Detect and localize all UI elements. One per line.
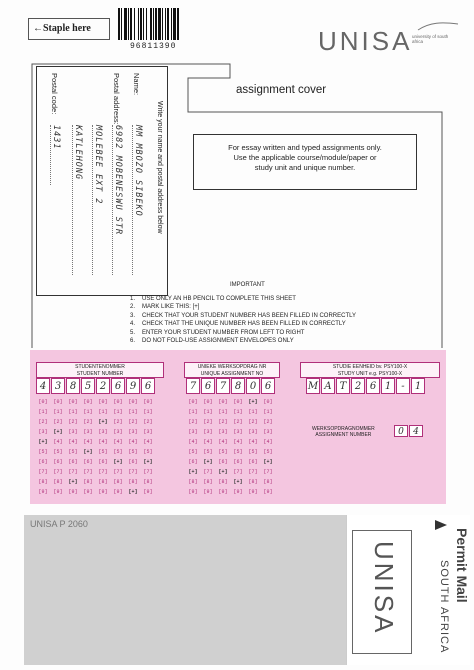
envelope-area (24, 515, 346, 665)
unique-digit-box[interactable]: 6 (201, 378, 215, 394)
assignment-digit-box[interactable]: 4 (409, 425, 423, 437)
essay-note-box (193, 134, 417, 190)
bubble-cell[interactable]: [5] (113, 449, 123, 455)
study-unit-box[interactable]: T (336, 378, 350, 394)
barcode-number: 96811390 (130, 42, 177, 51)
student-digit-box[interactable]: 6 (141, 378, 155, 394)
student-digit-box[interactable]: 2 (96, 378, 110, 394)
bubble-cell[interactable]: [0] (188, 399, 198, 405)
bubble-cell[interactable]: [+] (38, 439, 48, 445)
bubble-cell[interactable]: [8] (143, 479, 153, 485)
postal-line-2[interactable]: MOLEBEE EXT 2 (92, 125, 103, 275)
bubble-column (216, 398, 230, 498)
name-label: Name: (132, 73, 141, 96)
assignment-digit-box[interactable]: 0 (394, 425, 408, 437)
bubble-cell[interactable]: [4] (233, 439, 243, 445)
bubble-cell[interactable]: [3] (143, 429, 153, 435)
bubble-cell[interactable]: [2] (113, 419, 123, 425)
study-unit-box[interactable]: M (306, 378, 320, 394)
bubble-cell[interactable]: [5] (128, 449, 138, 455)
bubble-cell[interactable]: [+] (128, 489, 138, 495)
bubble-cell[interactable]: [8] (38, 479, 48, 485)
bubble-column (111, 398, 125, 498)
unique-digit-box[interactable]: 7 (216, 378, 230, 394)
bubble-cell[interactable]: [2] (53, 419, 63, 425)
unique-assignment-boxes (186, 378, 276, 394)
bubble-cell[interactable]: [0] (38, 399, 48, 405)
bubble-cell[interactable]: [9] (83, 489, 93, 495)
bubble-cell[interactable]: [0] (68, 399, 78, 405)
important-heading: IMPORTANT (230, 282, 265, 288)
bubble-cell[interactable]: [3] (263, 429, 273, 435)
bubble-cell[interactable]: [+] (248, 399, 258, 405)
bubble-cell[interactable]: [2] (263, 419, 273, 425)
bubble-cell[interactable]: [6] (98, 459, 108, 465)
student-number-bubbles (36, 398, 156, 498)
bubble-cell[interactable]: [1] (53, 409, 63, 415)
bubble-cell[interactable]: [8] (188, 479, 198, 485)
instruction-item: 3. CHECK THAT YOUR STUDENT NUMBER HAS BEEN FILLED IN CORRECTLY (130, 312, 357, 319)
bubble-cell[interactable]: [7] (203, 469, 213, 475)
bubble-cell[interactable]: [9] (233, 489, 243, 495)
bubble-cell[interactable]: [2] (128, 419, 138, 425)
unisa-logo: UNISA (318, 26, 413, 56)
unisa-tagline: university of south africa (412, 34, 449, 44)
bubble-cell[interactable]: [9] (263, 489, 273, 495)
bubble-cell[interactable]: [9] (53, 489, 63, 495)
address-box (36, 66, 168, 296)
bubble-cell[interactable]: [6] (38, 459, 48, 465)
bubble-cell[interactable]: [0] (143, 399, 153, 405)
bubble-cell[interactable]: [6] (248, 459, 258, 465)
bubble-column (261, 398, 275, 498)
bubble-cell[interactable]: [5] (203, 449, 213, 455)
bubble-cell[interactable]: [3] (98, 429, 108, 435)
bubble-cell[interactable]: [2] (203, 419, 213, 425)
bubble-cell[interactable]: [8] (98, 479, 108, 485)
bubble-column (126, 398, 140, 498)
bubble-cell[interactable]: [2] (83, 419, 93, 425)
bubble-cell[interactable]: [8] (53, 479, 63, 485)
stamp-brand: UNISA (369, 541, 399, 636)
bubble-cell[interactable]: [1] (248, 409, 258, 415)
bubble-cell[interactable]: [4] (83, 439, 93, 445)
unique-assignment-header: UNIEKE WERKSOPDRAG NR UNIQUE ASSIGNMENT NO (184, 362, 280, 378)
bubble-cell[interactable]: [0] (83, 399, 93, 405)
unique-digit-box[interactable]: 0 (246, 378, 260, 394)
bubble-cell[interactable]: [2] (188, 419, 198, 425)
form-code: UNISA P 2060 (30, 519, 88, 529)
bubble-cell[interactable]: [3] (203, 429, 213, 435)
bubble-cell[interactable]: [8] (128, 479, 138, 485)
bubble-cell[interactable]: [6] (188, 459, 198, 465)
instructions-list (130, 295, 356, 345)
bubble-cell[interactable]: [4] (68, 439, 78, 445)
bubble-cell[interactable]: [8] (218, 479, 228, 485)
study-unit-box[interactable]: A (321, 378, 335, 394)
unisa-stamp (352, 530, 412, 654)
study-unit-header: STUDIE EENHEID bv. PSY100-X STUDY UNIT e.g. PSY100-X (300, 362, 440, 378)
bubble-cell[interactable]: [2] (248, 419, 258, 425)
bubble-cell[interactable]: [9] (188, 489, 198, 495)
postal-address-label: Postal address: (112, 73, 121, 125)
bubble-cell[interactable]: [8] (203, 479, 213, 485)
bubble-cell[interactable]: [4] (53, 439, 63, 445)
bubble-cell[interactable]: [4] (128, 439, 138, 445)
bubble-cell[interactable]: [+] (203, 459, 213, 465)
bubble-cell[interactable]: [2] (143, 419, 153, 425)
unique-digit-box[interactable]: 7 (186, 378, 200, 394)
bubble-cell[interactable]: [1] (128, 409, 138, 415)
bubble-cell[interactable]: [+] (68, 479, 78, 485)
bubble-cell[interactable]: [2] (68, 419, 78, 425)
bubble-cell[interactable]: [0] (218, 399, 228, 405)
bubble-cell[interactable]: [8] (248, 479, 258, 485)
postal-code-label: Postal code: (50, 73, 59, 115)
student-number-boxes (36, 378, 156, 394)
bubble-cell[interactable]: [+] (233, 479, 243, 485)
postal-line-1[interactable]: 6982 MOBENESWU STR (112, 125, 123, 275)
bubble-cell[interactable]: [4] (218, 439, 228, 445)
name-value[interactable]: MM MBOZO SIBEKO (132, 125, 143, 275)
bubble-cell[interactable]: [5] (218, 449, 228, 455)
student-number-header: STUDENTENOMMER STUDENT NUMBER (36, 362, 164, 378)
bubble-cell[interactable]: [1] (218, 409, 228, 415)
bubble-cell[interactable]: [0] (203, 399, 213, 405)
bubble-cell[interactable]: [8] (263, 479, 273, 485)
bubble-cell[interactable]: [9] (218, 489, 228, 495)
bubble-cell[interactable]: [3] (128, 429, 138, 435)
bubble-cell[interactable]: [2] (218, 419, 228, 425)
bubble-cell[interactable]: [5] (233, 449, 243, 455)
bubble-cell[interactable]: [1] (233, 409, 243, 415)
essay-note-line-2: Use the applicable course/module/paper or (233, 153, 377, 162)
study-unit-box[interactable]: 6 (366, 378, 380, 394)
bubble-cell[interactable]: [3] (188, 429, 198, 435)
bubble-cell[interactable]: [5] (263, 449, 273, 455)
bubble-cell[interactable]: [9] (68, 489, 78, 495)
bubble-column (36, 398, 50, 498)
bubble-cell[interactable]: [0] (233, 399, 243, 405)
bubble-cell[interactable]: [7] (248, 469, 258, 475)
bubble-column (81, 398, 95, 498)
bubble-cell[interactable]: [2] (38, 419, 48, 425)
bubble-cell[interactable]: [7] (53, 469, 63, 475)
bubble-cell[interactable]: [1] (83, 409, 93, 415)
instruction-item: 5. ENTER YOUR STUDENT NUMBER FROM LEFT TO RIGHT (130, 329, 305, 336)
bubble-cell[interactable]: [8] (113, 479, 123, 485)
bubble-cell[interactable]: [4] (263, 439, 273, 445)
study-unit-box[interactable]: 1 (381, 378, 395, 394)
bubble-cell[interactable]: [3] (68, 429, 78, 435)
bubble-cell[interactable]: [5] (248, 449, 258, 455)
arrow-left-icon: ← (33, 23, 43, 34)
bubble-cell[interactable]: [0] (263, 399, 273, 405)
bubble-cell[interactable]: [5] (68, 449, 78, 455)
student-digit-box[interactable]: 9 (126, 378, 140, 394)
bubble-cell[interactable]: [7] (38, 469, 48, 475)
student-digit-box[interactable]: 5 (81, 378, 95, 394)
bubble-cell[interactable]: [+] (83, 449, 93, 455)
assignment-number-label: WERKSOPDRAGNOMMER ASSIGNMENT NUMBER (312, 426, 375, 438)
address-heading: Write your name and postal address below (156, 101, 163, 234)
bubble-cell[interactable]: [1] (143, 409, 153, 415)
staple-here-box (28, 18, 110, 40)
permit-mail-mark (432, 520, 472, 665)
bubble-cell[interactable]: [0] (113, 399, 123, 405)
student-digit-box[interactable]: 6 (111, 378, 125, 394)
bubble-cell[interactable]: [1] (38, 409, 48, 415)
bubble-cell[interactable]: [1] (68, 409, 78, 415)
permit-country: SOUTH AFRICA (438, 560, 450, 654)
study-unit-box[interactable]: - (396, 378, 410, 394)
bubble-cell[interactable]: [1] (113, 409, 123, 415)
instruction-item: 1. USE ONLY AN HB PENCIL TO COMPLETE THIS SHEET (130, 296, 296, 302)
bubble-column (66, 398, 80, 498)
bubble-cell[interactable]: [7] (263, 469, 273, 475)
bubble-cell[interactable]: [5] (53, 449, 63, 455)
bubble-cell[interactable]: [3] (113, 429, 123, 435)
bubble-cell[interactable]: [1] (188, 409, 198, 415)
bubble-column (246, 398, 260, 498)
bubble-cell[interactable]: [8] (83, 479, 93, 485)
barcode (116, 8, 210, 42)
bubble-cell[interactable]: [7] (113, 469, 123, 475)
bubble-cell[interactable]: [0] (53, 399, 63, 405)
bubble-cell[interactable]: [7] (143, 469, 153, 475)
bubble-cell[interactable]: [3] (233, 429, 243, 435)
bubble-cell[interactable]: [4] (98, 439, 108, 445)
bubble-column (231, 398, 245, 498)
bubble-cell[interactable]: [3] (83, 429, 93, 435)
student-digit-box[interactable]: 8 (66, 378, 80, 394)
bubble-cell[interactable]: [+] (188, 469, 198, 475)
bubble-cell[interactable]: [4] (113, 439, 123, 445)
bubble-cell[interactable]: [6] (83, 459, 93, 465)
bubble-cell[interactable]: [9] (203, 489, 213, 495)
bubble-column (201, 398, 215, 498)
bubble-cell[interactable]: [7] (83, 469, 93, 475)
bubble-cell[interactable]: [5] (143, 449, 153, 455)
bubble-cell[interactable]: [5] (98, 449, 108, 455)
essay-note-line-1: For essay written and typed assignments only. (228, 143, 382, 152)
bubble-cell[interactable]: [7] (233, 469, 243, 475)
bubble-cell[interactable]: [1] (263, 409, 273, 415)
postal-code-value[interactable]: 1431 (50, 125, 61, 185)
bubble-cell[interactable]: [7] (128, 469, 138, 475)
bubble-cell[interactable]: [+] (143, 459, 153, 465)
bubble-cell[interactable]: [9] (248, 489, 258, 495)
bubble-cell[interactable]: [4] (188, 439, 198, 445)
bubble-cell[interactable]: [6] (218, 459, 228, 465)
bubble-cell[interactable]: [6] (128, 459, 138, 465)
study-unit-boxes (306, 378, 426, 394)
bubble-cell[interactable]: [6] (68, 459, 78, 465)
bubble-cell[interactable]: [9] (98, 489, 108, 495)
assignment-number-boxes (394, 425, 424, 437)
bubble-cell[interactable]: [+] (53, 429, 63, 435)
unisa-swirl-icon (416, 20, 460, 32)
unique-digit-box[interactable]: 8 (231, 378, 245, 394)
bubble-column (51, 398, 65, 498)
unique-assignment-bubbles (186, 398, 276, 498)
staple-label: Staple here (43, 23, 91, 34)
bubble-cell[interactable]: [9] (38, 489, 48, 495)
bubble-cell[interactable]: [3] (248, 429, 258, 435)
bubble-cell[interactable]: [+] (98, 419, 108, 425)
bubble-cell[interactable]: [7] (98, 469, 108, 475)
bubble-cell[interactable]: [0] (98, 399, 108, 405)
student-digit-box[interactable]: 3 (51, 378, 65, 394)
permit-title: Permit Mail (454, 528, 470, 603)
instruction-item: 6. DO NOT FOLD-USE ASSIGNMENT ENVELOPES ONLY (130, 338, 294, 345)
study-unit-box[interactable]: 1 (411, 378, 425, 394)
page-title: assignment cover (236, 84, 327, 96)
bubble-cell[interactable]: [6] (233, 459, 243, 465)
bubble-cell[interactable]: [0] (128, 399, 138, 405)
bubble-cell[interactable]: [2] (233, 419, 243, 425)
postal-line-3[interactable]: KATLEHONG (72, 125, 83, 275)
bubble-column (186, 398, 200, 498)
bubble-cell[interactable]: [7] (68, 469, 78, 475)
student-digit-box[interactable]: 4 (36, 378, 50, 394)
bubble-cell[interactable]: [1] (203, 409, 213, 415)
bubble-cell[interactable]: [9] (113, 489, 123, 495)
instruction-item: 4. CHECK THAT THE UNIQUE NUMBER HAS BEEN FILLED IN CORRECTLY (130, 321, 346, 328)
bubble-cell[interactable]: [+] (113, 459, 123, 465)
bubble-cell[interactable]: [4] (248, 439, 258, 445)
bubble-cell[interactable]: [+] (218, 469, 228, 475)
bubble-cell[interactable]: [9] (143, 489, 153, 495)
bubble-cell[interactable]: [1] (98, 409, 108, 415)
bubble-cell[interactable]: [4] (203, 439, 213, 445)
essay-note-line-3: study unit and unique number. (254, 163, 356, 172)
bubble-column (141, 398, 155, 498)
bubble-cell[interactable]: [3] (38, 429, 48, 435)
bubble-cell[interactable]: [4] (143, 439, 153, 445)
bubble-cell[interactable]: [+] (263, 459, 273, 465)
bubble-column (96, 398, 110, 498)
study-unit-box[interactable]: 2 (351, 378, 365, 394)
instruction-item: 2. MARK LIKE THIS: [+] (130, 304, 200, 311)
bubble-cell[interactable]: [3] (218, 429, 228, 435)
unique-digit-box[interactable]: 6 (261, 378, 275, 394)
bubble-cell[interactable]: [5] (38, 449, 48, 455)
bubble-cell[interactable]: [5] (188, 449, 198, 455)
bubble-cell[interactable]: [6] (53, 459, 63, 465)
